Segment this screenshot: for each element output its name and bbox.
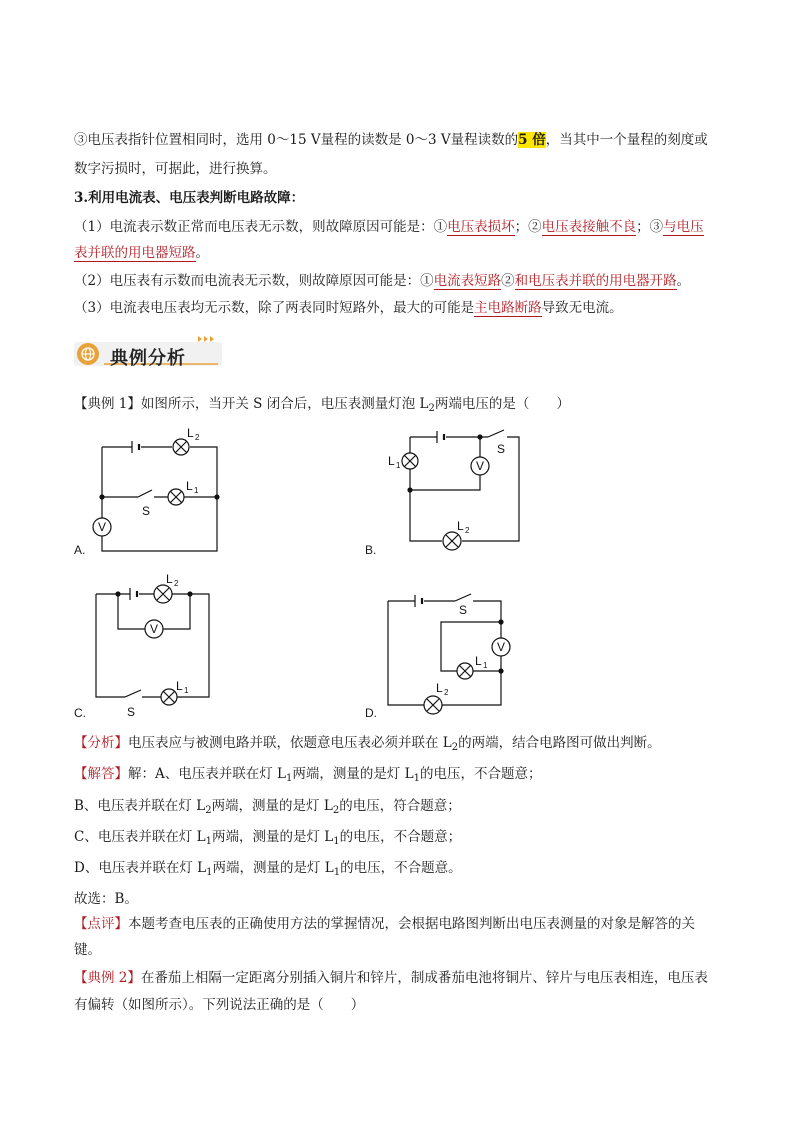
example-2-line-1: 【典例 2】在番茄上相隔一定距离分别插入铜片和锌片，制成番茄电池将铜片、锌片与电压表相连，电压表	[74, 970, 708, 986]
intro-line-1: ③电压表指针位置相同时，选用 0～15 V量程的读数是 0～3 V量程读数的5 倍，当其中一个量程的刻度或	[74, 132, 708, 148]
svg-text:V: V	[476, 459, 485, 473]
example-1-question: 【典例 1】如图所示，当开关 S 闭合后，电压表测量灯泡 $L_2$两端电压的是（ ）	[74, 396, 570, 414]
circuit-c	[96, 585, 209, 705]
svg-text:1: 1	[194, 486, 199, 495]
option-d[interactable]: D.	[365, 706, 377, 720]
circuit-labels	[98, 426, 505, 719]
svg-text:S: S	[497, 442, 506, 456]
svg-text:S: S	[459, 603, 468, 617]
svg-text:L: L	[457, 519, 464, 533]
answer-line-d: D、电压表并联在灯 $L_1$两端，测量的是灯 $L_1$的电压，不合题意。	[74, 860, 462, 878]
svg-text:L: L	[166, 572, 173, 586]
option-c[interactable]: C.	[74, 706, 86, 720]
svg-text:L: L	[475, 654, 482, 668]
svg-text:L: L	[176, 679, 183, 693]
answer-line-c: C、电压表并联在灯 $L_1$两端，测量的是灯 $L_1$的电压，不合题意；	[74, 829, 462, 847]
section-3-item-1-cont: 表并联的用电器短路。	[74, 245, 209, 261]
analysis-line: 【分析】电压表应与被测电路并联，依题意电压表必须并联在 $L_2$的两端，结合电路图可做出判断。	[74, 735, 661, 753]
svg-text:L: L	[186, 479, 193, 493]
svg-text:2: 2	[444, 688, 449, 697]
svg-text:S: S	[127, 705, 136, 719]
svg-text:V: V	[98, 520, 107, 534]
banner-title: 典例分析	[110, 348, 186, 369]
svg-text:2: 2	[174, 579, 179, 588]
answer-line-a: 【解答】解：A、电压表并联在灯 $L_1$两端，测量的是灯 $L_1$的电压，不合题意；	[74, 766, 542, 784]
circuit-a	[93, 439, 219, 551]
svg-text:S: S	[142, 504, 151, 518]
section-3-item-3: （3）电流表电压表均无示数，除了两表同时短路外，最大的可能是主电路断路导致无电流。	[74, 300, 623, 316]
svg-text:L: L	[388, 454, 395, 468]
svg-text:1: 1	[483, 661, 488, 670]
svg-text:L: L	[436, 681, 443, 695]
svg-text:V: V	[150, 622, 159, 636]
answer-line-b: B、电压表并联在灯 $L_2$两端，测量的是灯 $L_2$的电压，符合题意；	[74, 798, 461, 816]
svg-text:2: 2	[195, 433, 200, 442]
section-3-item-2: （2）电压表有示数而电流表无示数，则故障原因可能是：①电流表短路②和电压表并联的用电器开路。	[74, 273, 691, 289]
option-a[interactable]: A.	[74, 543, 86, 557]
final-choice: 故选：B。	[74, 891, 138, 907]
label-a-l2: L	[187, 426, 194, 440]
section-3-title: 3.利用电流表、电压表判断电路故障：	[74, 190, 305, 206]
example-2-line-2: 有偏转（如图所示）。下列说法正确的是（ ）	[74, 997, 365, 1013]
section-3-item-1: （1）电流表示数正常而电压表无示数，则故障原因可能是：①电压表损坏；②电压表接触不良；③与电压	[74, 219, 704, 235]
svg-text:1: 1	[184, 686, 189, 695]
intro-line-2: 数字污损时，可据此，进行换算。	[74, 161, 277, 177]
svg-text:V: V	[497, 640, 506, 654]
five-times-highlight: 5 倍	[518, 132, 546, 148]
option-b[interactable]: B.	[365, 543, 377, 557]
circuit-d	[388, 594, 510, 714]
comment-line-2: 键。	[74, 942, 101, 958]
svg-text:1: 1	[396, 461, 401, 470]
comment-line-1: 【点评】本题考查电压表的正确使用方法的掌握情况，会根据电路图判断出电压表测量的对象是解答的关	[74, 916, 695, 932]
svg-text:2: 2	[465, 526, 470, 535]
